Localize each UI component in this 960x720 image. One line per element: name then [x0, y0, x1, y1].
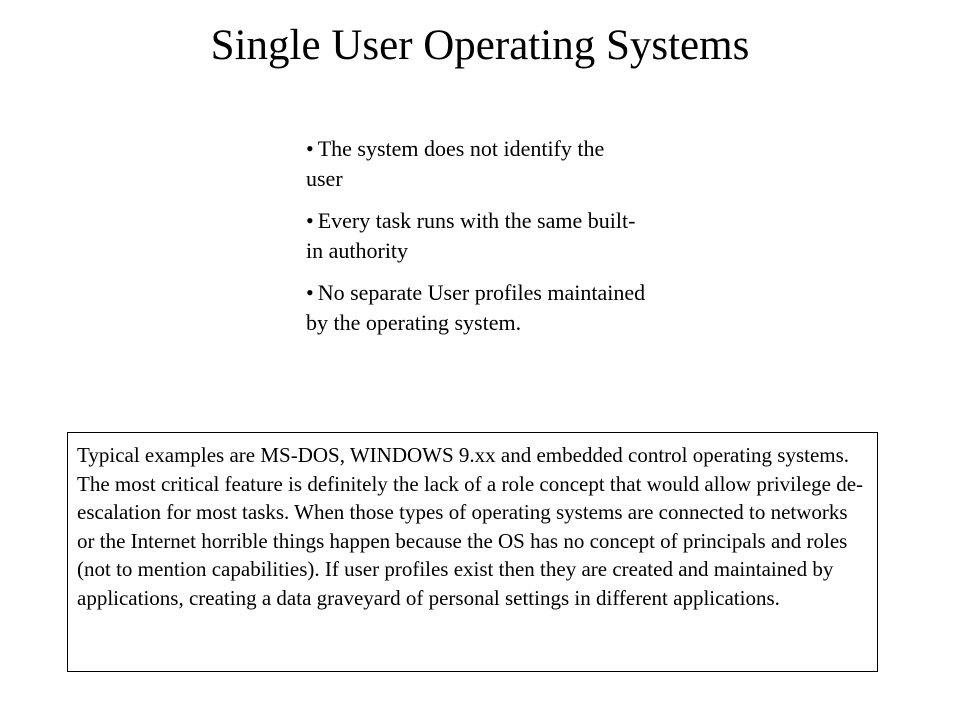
bullet-item	[306, 278, 646, 337]
bullet-item	[306, 206, 646, 265]
bullet-text: Every task runs with the same built-in authority	[306, 208, 636, 263]
bullet-text: The system does not identify the user	[306, 136, 605, 191]
bullet-list	[306, 134, 646, 350]
bullet-icon: •	[306, 136, 314, 161]
bullet-icon: •	[306, 208, 314, 233]
bullet-icon: •	[306, 280, 314, 305]
slide-title: Single User Operating Systems	[210, 22, 750, 69]
note-box: Typical examples are MS-DOS, WINDOWS 9.xx and embedded control operating systems. The most critical feature is definitely the lack of a role concept that would allow privilege de-escalation for most tasks. When those types of operating systems are connected to networks or the Internet horrible things happen because the OS has no concept of principals and roles (not to mention capabilities). If user profiles exist then they are created and maintained by applications, creating a data graveyard of personal settings in different applications.	[67, 432, 878, 672]
bullet-item	[306, 134, 646, 193]
bullet-text: No separate User profiles maintained by the operating system.	[306, 280, 646, 335]
